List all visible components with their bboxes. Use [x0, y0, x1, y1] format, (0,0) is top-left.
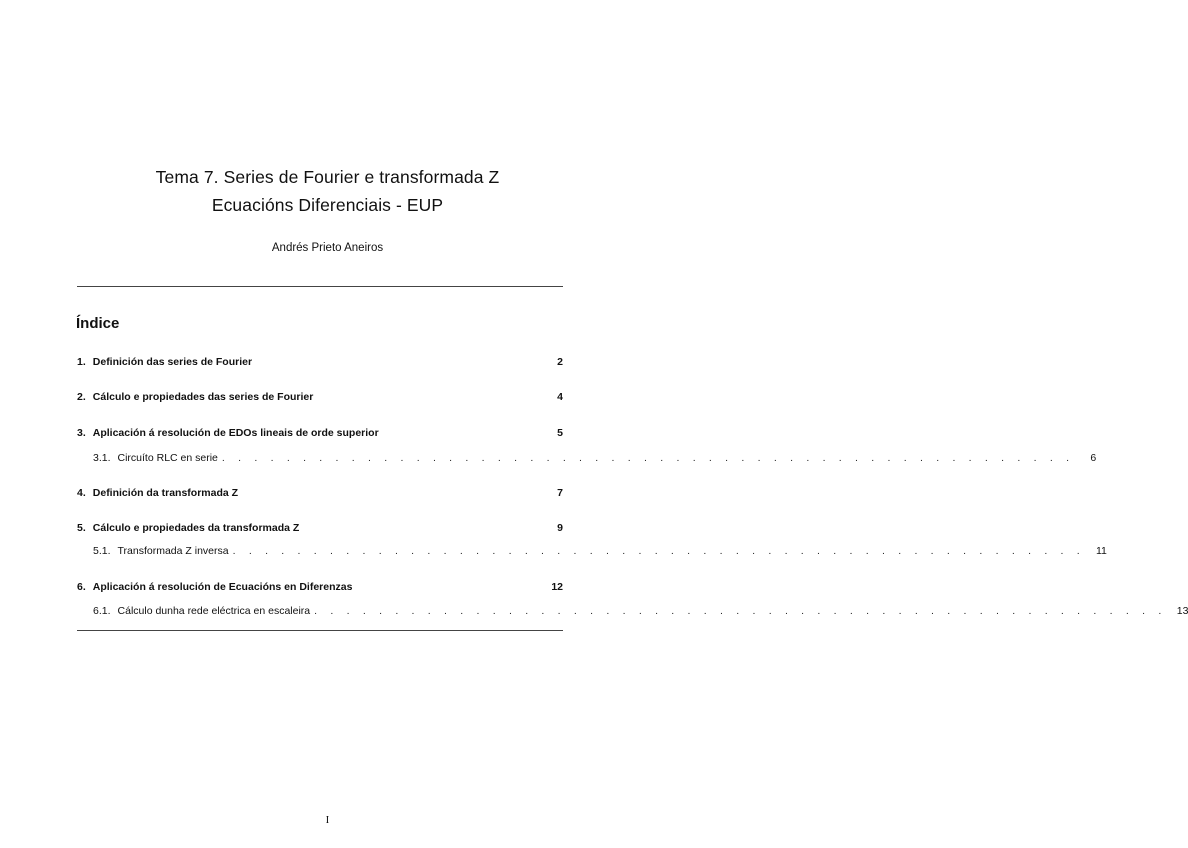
toc-entry-5-1[interactable]	[77, 544, 1107, 558]
toc-entry-title: Transformada Z inversa	[117, 545, 229, 557]
toc-entry-3[interactable]	[77, 426, 563, 440]
toc-entry-page: 6	[1090, 452, 1097, 464]
toc-entry-number: 1.	[77, 356, 86, 368]
toc-entry-number: 6.1.	[93, 605, 111, 617]
bottom-rule	[77, 630, 563, 631]
page-number: I	[325, 814, 330, 826]
toc-entry-title: Cálculo dunha rede eléctrica en escaleira	[117, 605, 311, 617]
toc-entry-number: 5.1.	[93, 545, 111, 557]
toc-entry-page: 12	[551, 581, 563, 593]
toc-entry-title: Aplicación á resolución de EDOs lineais de orde superior	[92, 427, 379, 439]
toc-entry-title: Definición das series de Fourier	[92, 356, 253, 368]
toc-entry-2[interactable]	[77, 390, 563, 404]
toc-entry-page: 7	[557, 487, 563, 499]
toc-dot-leader: . . . . . . . . . . . . . . . . . . . . . . . . . . . . . . . . . . . . . . . . . . . . . . . . . . . . .	[232, 545, 1085, 557]
toc-entry-5[interactable]	[77, 521, 563, 535]
toc-entry-title: Circuíto RLC en serie	[117, 452, 218, 464]
toc-entry-number: 6.	[77, 581, 86, 593]
toc-entry-number: 3.1.	[93, 452, 111, 464]
document-subtitle: Ecuacións Diferenciais - EUP	[211, 195, 444, 215]
toc-heading: Índice	[76, 315, 120, 332]
toc-entry-page: 2	[557, 356, 563, 368]
toc-entry-6[interactable]	[77, 580, 563, 594]
toc-entry-6-1[interactable]	[77, 604, 1188, 618]
toc-entry-page: 4	[557, 391, 563, 403]
toc-entry-number: 3.	[77, 427, 86, 439]
toc-entry-4[interactable]	[77, 486, 563, 500]
toc-dot-leader: . . . . . . . . . . . . . . . . . . . . . . . . . . . . . . . . . . . . . . . . . . . . . . . . . . . . .	[314, 605, 1167, 617]
document-title: Tema 7. Series de Fourier e transformada Z	[155, 167, 500, 187]
top-rule	[77, 286, 563, 287]
toc-entry-title: Definición da transformada Z	[92, 487, 239, 499]
toc-entry-page: 9	[557, 522, 563, 534]
toc-entry-number: 4.	[77, 487, 86, 499]
toc-dot-leader: . . . . . . . . . . . . . . . . . . . . . . . . . . . . . . . . . . . . . . . . . . . . . . . . . . . . .	[221, 452, 1075, 464]
toc-entry-number: 5.	[77, 522, 86, 534]
toc-entry-title: Cálculo e propiedades das series de Fourier	[92, 391, 314, 403]
toc-entry-title: Cálculo e propiedades da transformada Z	[92, 522, 300, 534]
toc-entry-number: 2.	[77, 391, 86, 403]
toc-entry-1[interactable]	[77, 355, 563, 369]
toc-entry-page: 11	[1096, 545, 1107, 557]
toc-entry-3-1[interactable]	[77, 451, 1097, 465]
toc-entry-page: 13	[1176, 605, 1188, 617]
toc-entry-page: 5	[557, 427, 563, 439]
document-author: Andrés Prieto Aneiros	[271, 242, 384, 254]
toc-entry-title: Aplicación á resolución de Ecuacións en Diferenzas	[92, 581, 353, 593]
